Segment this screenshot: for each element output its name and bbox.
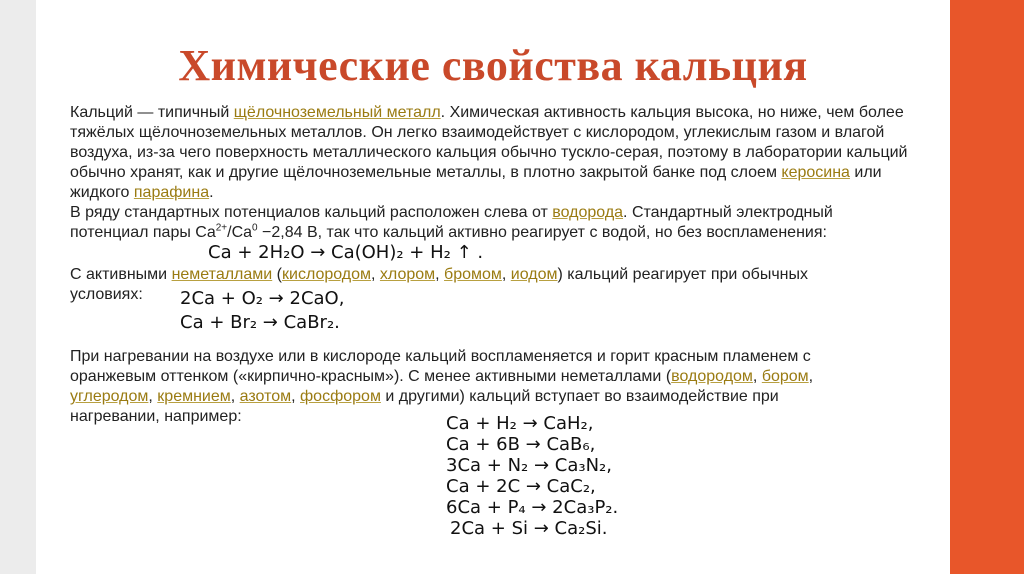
equations-nonmetals (180, 287, 910, 335)
link-phosphorus[interactable]: фосфором (300, 388, 381, 405)
accent-bar (950, 0, 1024, 574)
link-iodine[interactable]: иодом (510, 266, 558, 283)
text: , (148, 388, 158, 405)
equation: 2Ca + O₂ → 2CaO, (180, 288, 345, 309)
text: /Ca (227, 224, 253, 241)
text: . Химическая активность кальция высока, но ниже, чем более тяжёлых щёлочноземельных металлов. Он легко взаимодействует с кислородом, углекислым газом и влагой воздуха, из-за чего поверхность металлического кальция обычно тускло-серая, поэтому в лаборатории кальций обычно хранят, как и другие щёлочноземельные металлы, в плотно закрытой банке под слоем (70, 104, 908, 181)
text: При нагревании на воздухе или в кислороде кальций воспламеняется и горит красным пламенем с оранжевым оттенком («кирпично-красным»). С менее активными неметаллами ( (70, 348, 811, 385)
link-nitrogen[interactable]: азотом (239, 388, 292, 405)
text: , (230, 388, 240, 405)
text: . Стандартный электродный потенциал пары Ca (70, 204, 833, 241)
text: С активными (70, 266, 172, 283)
text: В ряду стандартных потенциалов кальций расположен слева от (70, 204, 553, 221)
equations-heating (446, 413, 910, 539)
text: и другими) кальций вступает во взаимодействие при нагревании, например: (70, 388, 779, 425)
text: −2,84 В, так что кальций активно реагирует с водой, но без воспламенения: (257, 224, 827, 241)
equation-water: Ca + 2H₂O → Ca(OH)₂ + H₂ ↑ . (208, 242, 484, 263)
paragraph-potential (70, 203, 910, 243)
equation: 2Ca + Si → Ca₂Si. (450, 518, 608, 539)
link-silicon[interactable]: кремнием (157, 388, 231, 405)
equation: Ca + 6B → CaB₆, (446, 434, 596, 455)
paragraph-intro (70, 103, 910, 203)
link-boron[interactable]: бором (761, 368, 809, 385)
text: . (209, 184, 214, 201)
superscript: 2+ (215, 222, 228, 234)
link-nonmetals[interactable]: неметаллами (171, 266, 273, 283)
text: ) кальций реагирует при обычных условиях: (70, 266, 809, 303)
text: , (752, 368, 762, 385)
superscript: 0 (252, 222, 258, 234)
text: , (291, 388, 301, 405)
equation: Ca + H₂ → CaH₂, (446, 413, 594, 434)
link-alkaline-earth-metal[interactable]: щёлочноземельный металл (233, 104, 441, 121)
text: , (501, 266, 511, 283)
text: Кальций — типичный (70, 104, 234, 121)
link-chlorine[interactable]: хлором (379, 266, 436, 283)
link-oxygen[interactable]: кислородом (282, 266, 372, 283)
text: , (435, 266, 445, 283)
equation: Ca + 2C → CaC₂, (446, 476, 596, 497)
equation: 3Ca + N₂ → Ca₃N₂, (446, 455, 612, 476)
link-hydrogen[interactable]: водорода (552, 204, 624, 221)
link-paraffin[interactable]: парафина (133, 184, 210, 201)
link-kerosene[interactable]: керосина (781, 164, 850, 181)
link-bromine[interactable]: бромом (444, 266, 502, 283)
slide-title: Химические свойства кальция (178, 41, 808, 90)
text: , (808, 368, 814, 385)
slide-content (70, 103, 910, 539)
equation: 6Ca + P₄ → 2Ca₃P₂. (446, 497, 619, 518)
text: или жидкого (70, 164, 882, 201)
link-carbon[interactable]: углеродом (70, 388, 149, 405)
text: ( (272, 266, 282, 283)
text: , (371, 266, 380, 283)
equation: Ca + Br₂ → CaBr₂. (180, 312, 340, 333)
link-hydrogen-2[interactable]: водородом (671, 368, 753, 385)
